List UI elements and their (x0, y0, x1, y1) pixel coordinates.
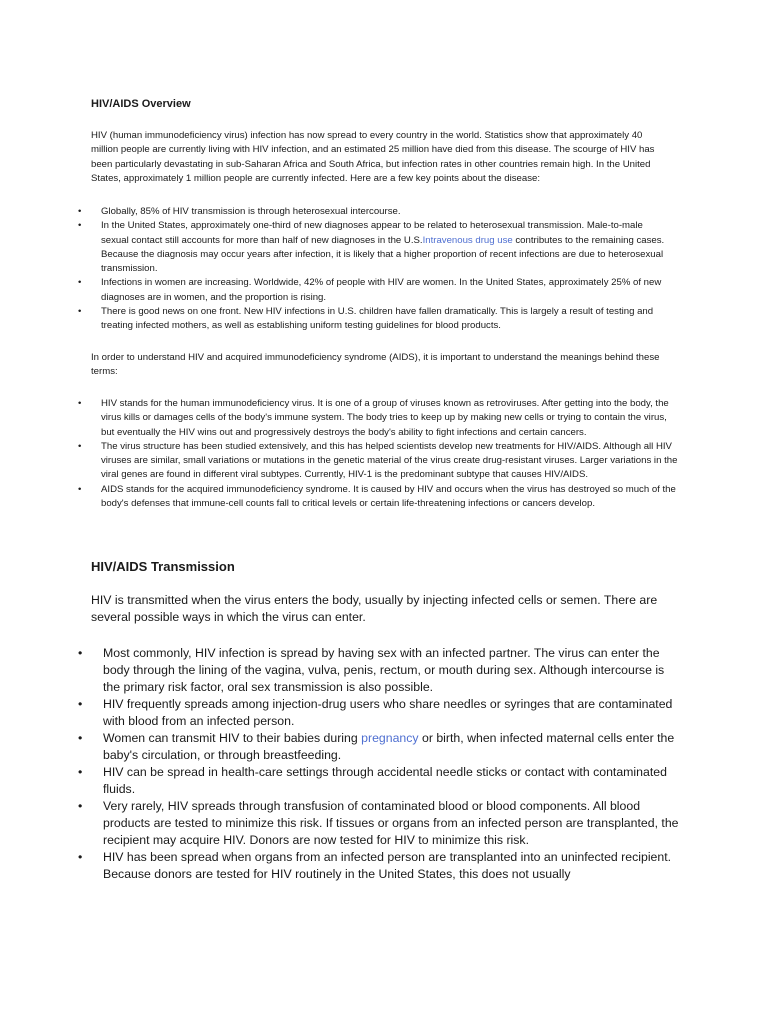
transmission-heading: HIV/AIDS Transmission (91, 559, 235, 574)
list-item-text: contributes to the remaining cases. Because the diagnosis may occur years after infection, it is likely that a higher proportion of recent infections are due to heterosexual transmission. (101, 234, 665, 275)
list-item-text: Very rarely, HIV spreads through transfusion of contaminated blood or blood components. All blood products are tested to minimize this risk. If tissues or organs from an infected person are transplanted, the recipient may acquire HIV. Donors are now tested for HIV to minimize this risk. (103, 799, 679, 847)
list-item (80, 483, 680, 512)
list-item (80, 764, 680, 798)
bullet-icon: • (78, 765, 83, 779)
bullet-icon: • (78, 206, 82, 217)
bullet-icon: • (78, 799, 83, 813)
list-item (80, 798, 680, 849)
bullet-icon: • (78, 850, 83, 864)
list-item (80, 397, 680, 440)
list-item (80, 205, 673, 219)
intravenous-drug-use-link[interactable]: Intravenous drug use (422, 234, 513, 246)
bullet-icon: • (78, 697, 83, 711)
list-item-text: or birth, when infected maternal cells enter the baby's circulation, or through breastfeeding. (103, 731, 675, 762)
list-item-text: HIV frequently spreads among injection-drug users who share needles or syringes that are contaminated with blood from an infected person. (103, 697, 673, 728)
bullet-icon: • (78, 306, 82, 318)
bullet-icon: • (78, 440, 82, 452)
overview-intro-paragraph: HIV (human immunodeficiency virus) infection has now spread to every country in the world. Statistics show that approximately 40 million people are currently living with HIV infection, and an estimated 25 million have died from this disease. The scourge of HIV has been particularly devastating in sub-Saharan Africa and South Africa, but infection rates in other countries remain high. In the United States, approximately 1 million people are currently infected. Here are a few key points about the disease: (91, 130, 655, 184)
bullet-icon: • (78, 483, 82, 495)
list-item-text: The virus structure has been studied extensively, and this has helped scientists develop new treatments for HIV/AIDS. Although all HIV viruses are similar, small variations or mutations in the genetic material of the virus create drug-resistant viruses. Larger variations in the viral genes are found in different viral subtypes. Currently, HIV-1 is the predominant subtype that causes HIV/AIDS. (101, 440, 678, 481)
bullet-icon: • (78, 220, 82, 232)
list-item (80, 849, 680, 883)
list-item (80, 305, 673, 334)
terms-list (80, 397, 680, 511)
list-item-text: AIDS stands for the acquired immunodeficiency syndrome. It is caused by HIV and occurs when the virus has destroyed so much of the body's defenses that immune-cell counts fall to critical levels or certain life-threatening infections or cancers develop. (101, 483, 676, 510)
list-item (80, 645, 680, 696)
list-item-text: HIV can be spread in health-care settings through accidental needle sticks or contact with contaminated fluids. (103, 765, 667, 796)
bullet-icon: • (78, 277, 82, 289)
list-item-text: In the United States, approximately one-third of new diagnoses appear to be related to heterosexual transmission. Male-to-male sexual contact still accounts for more than half of new diagnoses in the U.S. (101, 220, 643, 246)
terms-intro-paragraph: In order to understand HIV and acquired immunodeficiency syndrome (AIDS), it is important to understand the meanings behind these terms: (91, 352, 660, 378)
key-points-list (80, 205, 673, 334)
list-item-text: Most commonly, HIV infection is spread by having sex with an infected partner. The virus can enter the body through the lining of the vagina, vulva, penis, rectum, or mouth during sex. Although intercourse is the primary risk factor, oral sex transmission is also possible. (103, 646, 665, 694)
bullet-icon: • (78, 731, 83, 745)
list-item (80, 276, 673, 305)
overview-heading: HIV/AIDS Overview (91, 98, 191, 110)
list-item-text: HIV has been spread when organs from an infected person are transplanted into an uninfected recipient. Because donors are tested for HIV routinely in the United States, this does not usually (103, 850, 672, 881)
bullet-icon: • (78, 646, 83, 660)
list-item-text: HIV stands for the human immunodeficiency virus. It is one of a group of viruses known as retroviruses. After getting into the body, the virus kills or damages cells of the body's immune system. The body tries to keep up by making new cells or trying to contain the virus, but eventually the HIV wins out and progressively destroys the body's ability to fight infections and certain cancers. (101, 398, 669, 438)
transmission-intro-paragraph: HIV is transmitted when the virus enters the body, usually by injecting infected cells or semen. There are several possible ways in which the virus can enter. (91, 593, 658, 624)
list-item-text: Women can transmit HIV to their babies during (103, 731, 362, 745)
list-item-text: Globally, 85% of HIV transmission is through heterosexual intercourse. (101, 206, 401, 217)
pregnancy-link[interactable]: pregnancy (361, 731, 419, 745)
list-item (80, 730, 680, 764)
transmission-ways-list (80, 645, 680, 883)
list-item (80, 219, 673, 276)
list-item (80, 696, 680, 730)
list-item (80, 440, 680, 483)
list-item-text: Infections in women are increasing. Worldwide, 42% of people with HIV are women. In the United States, approximately 25% of new diagnoses are in women, and the proportion is rising. (101, 277, 662, 303)
bullet-icon: • (78, 398, 82, 409)
list-item-text: There is good news on one front. New HIV infections in U.S. children have fallen dramatically. This is largely a result of testing and treating infected mothers, as well as establishing uniform testing guidelines for blood products. (101, 306, 654, 332)
